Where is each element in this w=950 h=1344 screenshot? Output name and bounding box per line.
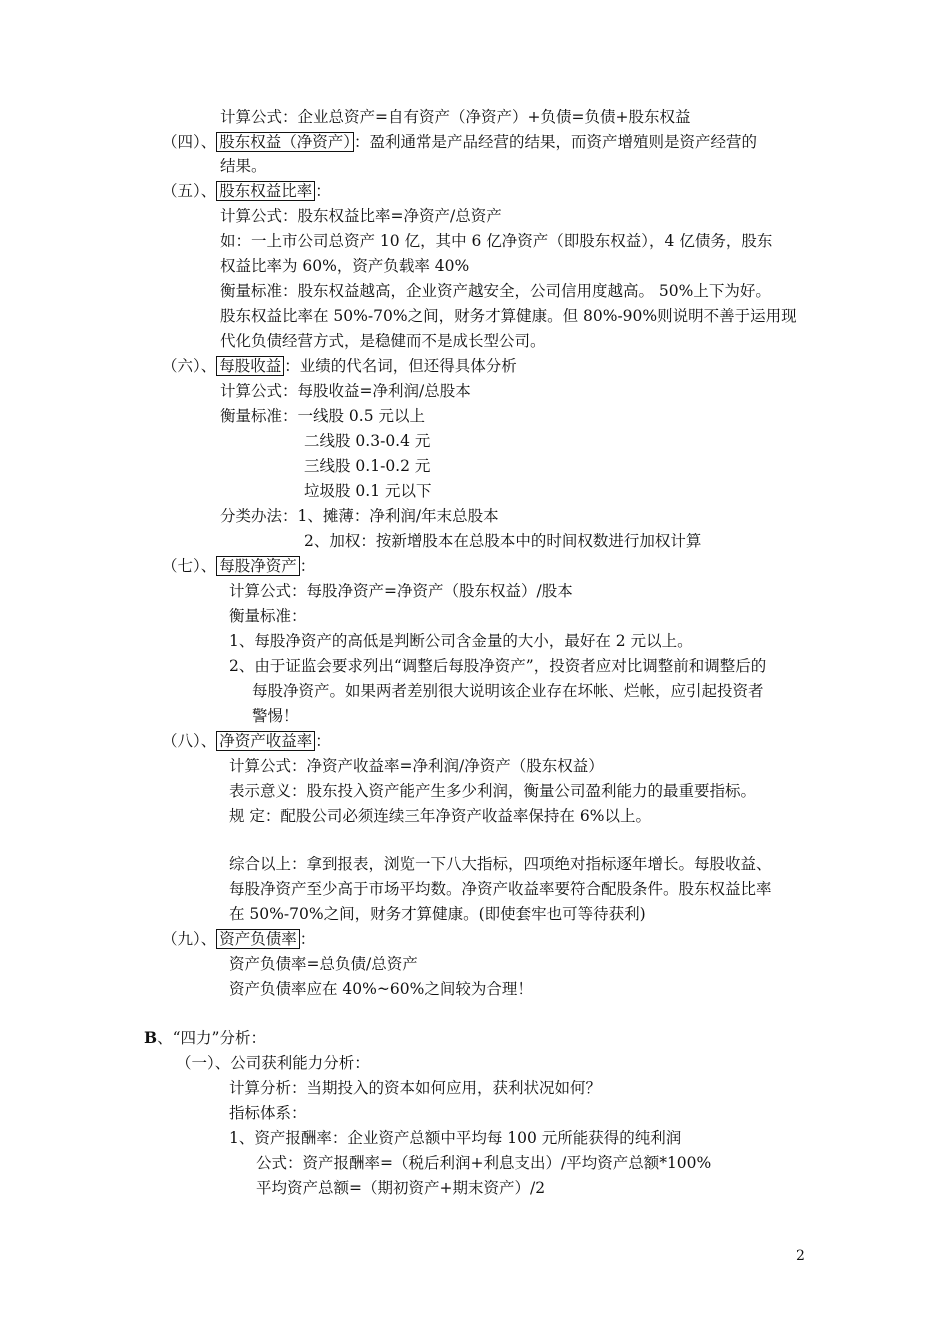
text-line [229,1102,307,1124]
text-line [256,1152,711,1174]
text-line [220,106,690,128]
text-line [162,180,331,202]
line-text: 2、由于证监会要求列出“调整后每股净资产”，投资者应对比调整前和调整后的 [229,657,767,675]
boxed-term: 每股净资产 [216,556,300,576]
line-text: 计算公式：股东权益比率=净资产/总资产 [220,207,502,225]
text-line [220,155,267,177]
line-text: 1、每股净资产的高低是判断公司含金量的大小，最好在 2 元以上。 [229,632,693,650]
text-line [144,1027,266,1049]
text-line [162,355,517,377]
text-line [220,405,425,427]
line-text: 警惕！ [252,707,299,725]
text-line [229,1127,681,1149]
text-line [304,530,701,552]
line-text: 如：一上市公司总资产 10 亿，其中 6 亿净资产（即股东权益），4 亿债务，股东 [220,232,773,250]
line-text: 代化负债经营方式，是稳健而不是成长型公司。 [220,332,546,350]
line-text: （一）、公司获利能力分析： [176,1054,370,1072]
text-line [229,655,766,677]
text-line [252,705,299,727]
section-number: （四）、 [162,133,217,151]
line-text: 表示意义：股东投入资产能产生多少利润，衡量公司盈利能力的最重要指标。 [229,782,757,800]
section-description: ： [299,930,316,948]
section-description: ：业绩的代名词，但还得具体分析 [284,357,517,375]
text-line [229,878,772,900]
line-text: 分类办法：1、摊薄：净利润/年末总股本 [220,507,499,525]
text-line [220,330,546,352]
text-line [229,853,772,875]
line-text: 股东权益比率在 50%-70%之间，财务才算健康。但 80%-90%则说明不善于运用现 [220,307,797,325]
text-line [229,953,418,975]
text-line [220,205,502,227]
line-text: 综合以上：拿到报表，浏览一下八大指标，四项绝对指标逐年增长。每股收益、 [229,855,772,873]
line-text: 资产负债率应在 40%~60%之间较为合理！ [229,980,533,998]
text-line [256,1177,545,1199]
line-text: 平均资产总额=（期初资产+期末资产）/2 [256,1179,546,1197]
line-text: 在 50%-70%之间，财务才算健康。(即使套牢也可等待获利) [229,905,646,923]
text-line [229,605,307,627]
text-line [162,555,315,577]
line-text: 衡量标准：一线股 0.5 元以上 [220,407,426,425]
line-text: 计算公式：每股收益=净利润/总股本 [220,382,471,400]
text-line [220,230,772,252]
section-number: （六）、 [162,357,217,375]
line-text: 2、加权：按新增股本在总股本中的时间权数进行加权计算 [304,532,702,550]
text-line [229,630,693,652]
section-number: （九）、 [162,930,217,948]
section-description: ： [315,182,331,200]
line-text: 三线股 0.1-0.2 元 [304,457,431,475]
text-line [229,805,651,827]
line-text: 计算公式：企业总资产=自有资产（净资产）+负债=负债+股东权益 [220,108,691,126]
section-description: ： [315,732,331,750]
text-line [229,580,573,602]
text-line [220,305,797,327]
line-text: 计算分析：当期投入的资本如何应用，获利状况如何？ [229,1079,602,1097]
page-number: 2 [796,1248,805,1264]
section-description: ：盈利通常是产品经营的结果，而资产增殖则是资产经营的 [354,133,758,151]
line-text: 每股净资产。如果两者差别很大说明该企业存在坏帐、烂帐，应引起投资者 [252,682,764,700]
text-line [220,380,471,402]
text-line [229,755,604,777]
text-line [162,928,315,950]
line-text: 资产负债率=总负债/总资产 [229,955,418,973]
line-text: 垃圾股 0.1 元以下 [304,482,432,500]
text-line [220,280,771,302]
line-text: 规 定：配股公司必须连续三年净资产收益率保持在 6%以上。 [229,807,651,825]
text-line [304,480,432,502]
text-line [229,903,646,925]
line-text: 权益比率为 60%，资产负载率 40% [220,257,470,275]
section-number: （八）、 [162,732,217,750]
line-text: 计算公式：每股净资产=净资产（股东权益）/股本 [229,582,573,600]
text-line [220,255,469,277]
text-line [162,730,331,752]
line-text: 每股净资产至少高于市场平均数。净资产收益率要符合配股条件。股东权益比率 [229,880,772,898]
line-text: 计算公式：净资产收益率=净利润/净资产（股东权益） [229,757,604,775]
text-line [304,455,430,477]
text-line [229,1077,601,1099]
text-line [220,505,499,527]
section-number: （五）、 [162,182,217,200]
line-text: 衡量标准： [229,607,307,625]
boxed-term: 股东权益（净资产） [216,132,354,152]
section-number: （七）、 [162,557,217,575]
line-text: 指标体系： [229,1104,307,1122]
section-description: ： [299,557,316,575]
boxed-term: 净资产收益率 [216,731,315,751]
line-text: 公式：资产报酬率=（税后利润+利息支出）/平均资产总额*100% [256,1154,712,1172]
text-line [162,131,757,153]
line-text: 衡量标准：股东权益越高，企业资产越安全，公司信用度越高。 50%上下为好。 [220,282,771,300]
line-text: 1、资产报酬率：企业资产总额中平均每 100 元所能获得的纯利润 [229,1129,682,1147]
boxed-term: 资产负债率 [216,929,300,949]
section-letter: B [144,1028,158,1047]
text-line [252,680,764,702]
text-line [229,978,533,1000]
text-line [176,1052,370,1074]
text-line [304,430,430,452]
line-text: 结果。 [220,157,267,175]
line-text: 、“四力”分析： [157,1029,266,1047]
text-line [229,780,756,802]
boxed-term: 每股收益 [216,356,284,376]
boxed-term: 股东权益比率 [216,181,315,201]
line-text: 二线股 0.3-0.4 元 [304,432,431,450]
